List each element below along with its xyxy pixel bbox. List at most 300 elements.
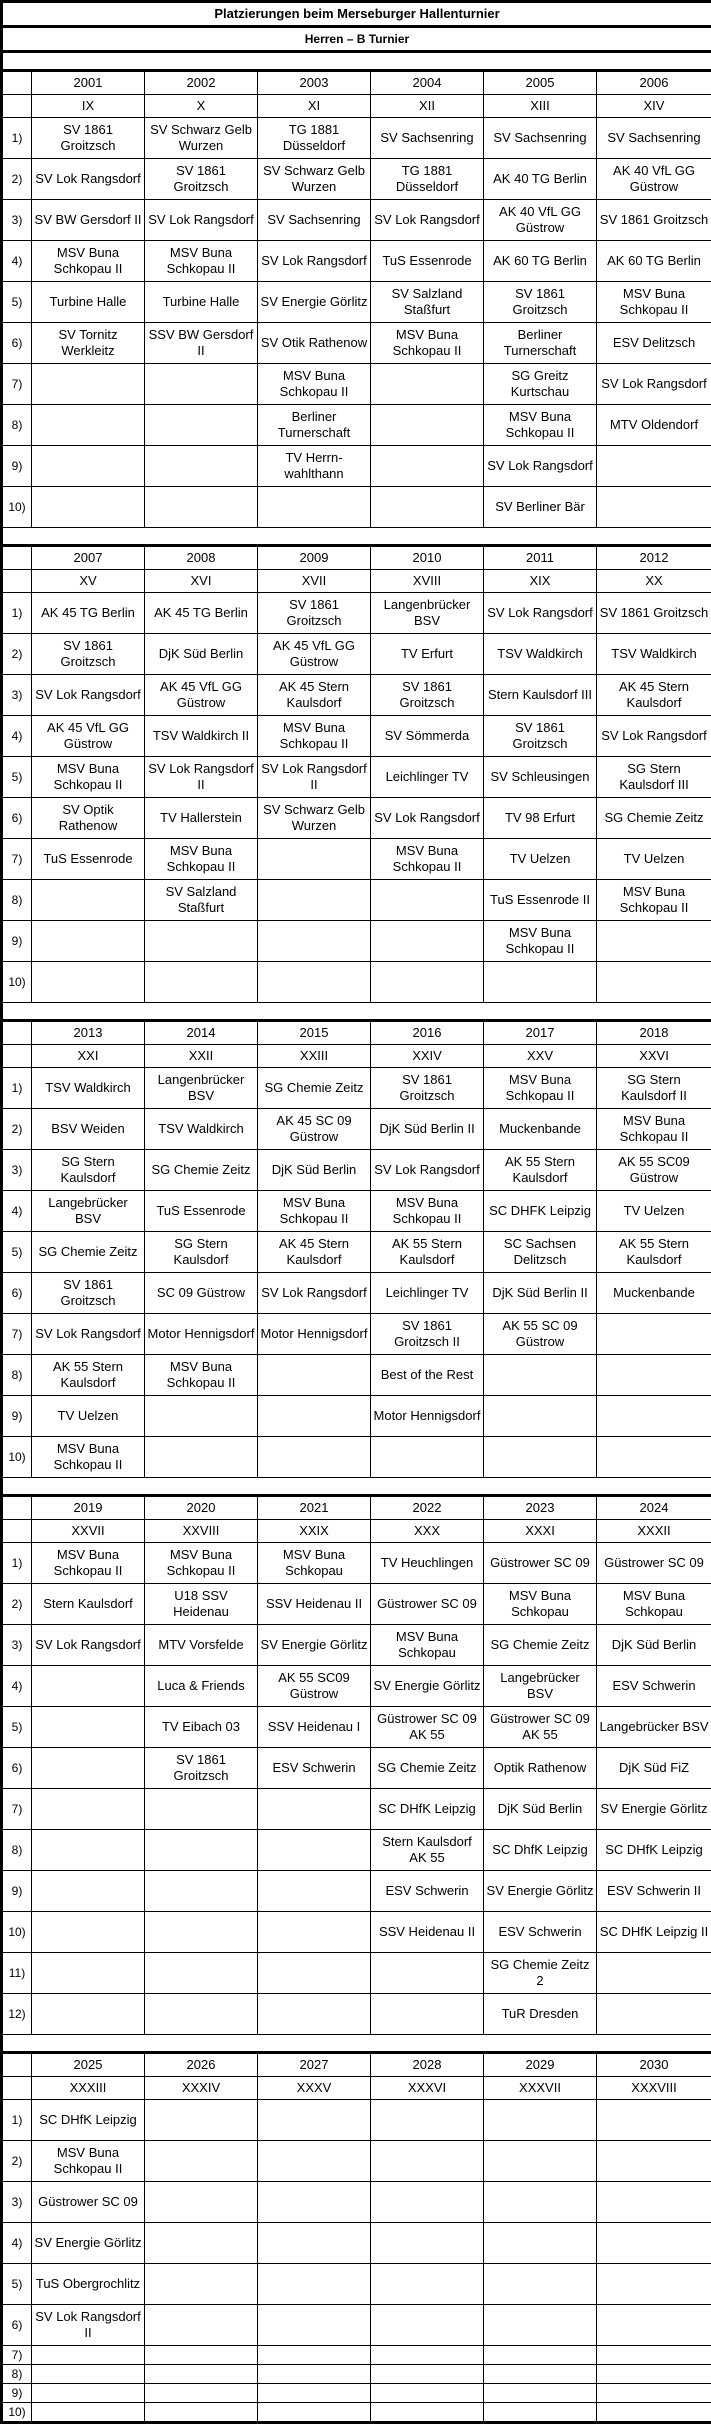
team-cell: MSV Buna Schkopau II <box>484 405 597 446</box>
team-cell: MSV Buna Schkopau <box>484 1584 597 1625</box>
year-header: 2017 <box>484 1021 597 1045</box>
placement-row <box>2 593 711 634</box>
team-cell: AK 40 VfL GG Güstrow <box>597 159 711 200</box>
rank-label: 7) <box>2 364 32 405</box>
rank-label: 7) <box>2 1789 32 1830</box>
team-cell <box>371 446 484 487</box>
placement-row <box>2 1109 711 1150</box>
rank-label: 4) <box>2 1666 32 1707</box>
team-cell <box>597 921 711 962</box>
team-cell: MSV Buna Schkopau II <box>32 1543 145 1584</box>
placements-body <box>2 2 711 2423</box>
team-cell: Langebrücker BSV <box>32 1191 145 1232</box>
team-cell <box>597 1396 711 1437</box>
edition-number: XXIII <box>258 1045 371 1068</box>
team-cell: Best of the Rest <box>371 1355 484 1396</box>
team-cell <box>258 880 371 921</box>
team-cell <box>145 487 258 528</box>
team-cell: DjK Süd Berlin II <box>484 1273 597 1314</box>
corner-cell <box>2 1045 32 1068</box>
team-cell: SV Lok Rangsdorf <box>32 675 145 716</box>
team-cell: SV Otik Rathenow <box>258 323 371 364</box>
team-cell: Motor Hennigsdorf <box>258 1314 371 1355</box>
team-cell: Güstrower SC 09 <box>32 2182 145 2223</box>
rank-label: 8) <box>2 2365 32 2384</box>
corner-cell <box>2 1496 32 1520</box>
team-cell: TSV Waldkirch <box>145 1109 258 1150</box>
team-cell <box>145 2182 258 2223</box>
year-header: 2028 <box>371 2053 484 2077</box>
placement-row <box>2 1707 711 1748</box>
edition-number: XXXVII <box>484 2077 597 2100</box>
team-cell: SV 1861 Groitzsch <box>258 593 371 634</box>
year-header: 2007 <box>32 546 145 570</box>
edition-number: XVII <box>258 570 371 593</box>
team-cell: SV Energie Görlitz <box>258 282 371 323</box>
team-cell <box>258 1355 371 1396</box>
year-header: 2022 <box>371 1496 484 1520</box>
team-cell <box>32 2403 145 2423</box>
team-cell: DjK Süd FiZ <box>597 1748 711 1789</box>
team-cell: SV Sachsenring <box>484 118 597 159</box>
team-cell <box>597 2141 711 2182</box>
team-cell: AK 55 Stern Kaulsdorf <box>484 1150 597 1191</box>
team-cell: TV Heuchlingen <box>371 1543 484 1584</box>
team-cell <box>258 1789 371 1830</box>
team-cell: Berliner Turnerschaft <box>258 405 371 446</box>
team-cell <box>258 1437 371 1478</box>
placement-row <box>2 1232 711 1273</box>
corner-cell <box>2 1021 32 1045</box>
team-cell <box>371 364 484 405</box>
team-cell: SSV BW Gersdorf II <box>145 323 258 364</box>
edition-number: XXIV <box>371 1045 484 1068</box>
team-cell <box>258 2384 371 2403</box>
corner-cell <box>2 546 32 570</box>
team-cell <box>371 921 484 962</box>
block-gap <box>2 52 711 71</box>
placement-row <box>2 2346 711 2365</box>
year-header: 2027 <box>258 2053 371 2077</box>
team-cell: AK 60 TG Berlin <box>484 241 597 282</box>
team-cell: SV Schwarz Gelb Wurzen <box>145 118 258 159</box>
team-cell: SV Schleusingen <box>484 757 597 798</box>
team-cell <box>371 2384 484 2403</box>
year-header: 2009 <box>258 546 371 570</box>
edition-number: XII <box>371 95 484 118</box>
team-cell <box>258 2305 371 2346</box>
edition-number: XXVII <box>32 1520 145 1543</box>
team-cell <box>32 2365 145 2384</box>
edition-row <box>2 2077 711 2100</box>
team-cell <box>258 2141 371 2182</box>
page-title: Platzierungen beim Merseburger Hallenturnier <box>2 2 711 27</box>
team-cell <box>32 1994 145 2035</box>
team-cell: AK 55 Stern Kaulsdorf <box>32 1355 145 1396</box>
rank-label: 9) <box>2 921 32 962</box>
team-cell: AK 55 Stern Kaulsdorf <box>371 1232 484 1273</box>
team-cell: TG 1881 Düsseldorf <box>258 118 371 159</box>
team-cell: SV Lok Rangsdorf <box>371 1150 484 1191</box>
team-cell: DjK Süd Berlin <box>258 1150 371 1191</box>
corner-cell <box>2 71 32 95</box>
gap-cell <box>2 1478 711 1496</box>
corner-cell <box>2 1520 32 1543</box>
team-cell <box>145 446 258 487</box>
team-cell: SV Lok Rangsdorf II <box>32 2305 145 2346</box>
placement-row <box>2 1543 711 1584</box>
team-cell <box>145 364 258 405</box>
team-cell <box>32 1789 145 1830</box>
team-cell <box>32 1953 145 1994</box>
team-cell: SG Chemie Zeitz <box>371 1748 484 1789</box>
year-header: 2010 <box>371 546 484 570</box>
edition-number: XXX <box>371 1520 484 1543</box>
edition-number: XX <box>597 570 711 593</box>
placement-row <box>2 1068 711 1109</box>
team-cell <box>258 2182 371 2223</box>
team-cell <box>145 2346 258 2365</box>
placement-row <box>2 1953 711 1994</box>
team-cell: Berliner Turnerschaft <box>484 323 597 364</box>
team-cell: SV 1861 Groitzsch <box>371 675 484 716</box>
team-cell: AK 60 TG Berlin <box>597 241 711 282</box>
team-cell: SG Chemie Zeitz <box>597 798 711 839</box>
team-cell <box>145 2305 258 2346</box>
rank-label: 6) <box>2 1748 32 1789</box>
team-cell <box>597 2365 711 2384</box>
rank-label: 3) <box>2 2182 32 2223</box>
year-header: 2012 <box>597 546 711 570</box>
team-cell <box>258 1912 371 1953</box>
team-cell <box>371 962 484 1003</box>
year-row <box>2 2053 711 2077</box>
year-row <box>2 546 711 570</box>
team-cell <box>371 2223 484 2264</box>
team-cell <box>258 1953 371 1994</box>
placement-row <box>2 1748 711 1789</box>
placement-row <box>2 2141 711 2182</box>
team-cell: SV Schwarz Gelb Wurzen <box>258 159 371 200</box>
team-cell: SV Lok Rangsdorf <box>484 593 597 634</box>
team-cell: TV Herrn-wahlthann <box>258 446 371 487</box>
edition-number: XXXI <box>484 1520 597 1543</box>
team-cell <box>371 1437 484 1478</box>
year-header: 2019 <box>32 1496 145 1520</box>
rank-label: 3) <box>2 675 32 716</box>
team-cell <box>597 2182 711 2223</box>
team-cell <box>484 1355 597 1396</box>
team-cell: BSV Weiden <box>32 1109 145 1150</box>
team-cell: TV Uelzen <box>484 839 597 880</box>
placement-row <box>2 1273 711 1314</box>
block-gap <box>2 1003 711 1021</box>
edition-row <box>2 570 711 593</box>
team-cell <box>258 1396 371 1437</box>
placement-row <box>2 241 711 282</box>
edition-number: XIV <box>597 95 711 118</box>
placement-row <box>2 1912 711 1953</box>
team-cell: MSV Buna Schkopau II <box>258 716 371 757</box>
edition-number: XXVIII <box>145 1520 258 1543</box>
team-cell: Leichlinger TV <box>371 1273 484 1314</box>
rank-label: 12) <box>2 1994 32 2035</box>
team-cell <box>145 2365 258 2384</box>
placement-row <box>2 2100 711 2141</box>
rank-label: 5) <box>2 282 32 323</box>
team-cell: SV Optik Rathenow <box>32 798 145 839</box>
team-cell <box>145 921 258 962</box>
rank-label: 8) <box>2 1355 32 1396</box>
team-cell: U18 SSV Heidenau <box>145 1584 258 1625</box>
team-cell: MTV Vorsfelde <box>145 1625 258 1666</box>
team-cell: SC 09 Güstrow <box>145 1273 258 1314</box>
team-cell <box>32 1830 145 1871</box>
team-cell: SV Lok Rangsdorf <box>597 716 711 757</box>
subtitle-row <box>2 27 711 52</box>
placement-row <box>2 1396 711 1437</box>
team-cell <box>258 1994 371 2035</box>
team-cell <box>258 2365 371 2384</box>
rank-label: 7) <box>2 2346 32 2365</box>
team-cell <box>597 2346 711 2365</box>
rank-label: 8) <box>2 1830 32 1871</box>
placement-row <box>2 2403 711 2423</box>
placement-row <box>2 798 711 839</box>
team-cell: MSV Buna Schkopau II <box>258 1191 371 1232</box>
team-cell: AK 45 VfL GG Güstrow <box>145 675 258 716</box>
placement-row <box>2 675 711 716</box>
placement-row <box>2 364 711 405</box>
team-cell <box>145 1871 258 1912</box>
team-cell <box>597 2305 711 2346</box>
team-cell: Muckenbande <box>597 1273 711 1314</box>
team-cell: MSV Buna Schkopau <box>371 1625 484 1666</box>
team-cell: Motor Hennigsdorf <box>145 1314 258 1355</box>
team-cell: TV Uelzen <box>597 1191 711 1232</box>
team-cell <box>484 2346 597 2365</box>
team-cell: SV Lok Rangsdorf II <box>145 757 258 798</box>
team-cell <box>484 1437 597 1478</box>
team-cell <box>32 1666 145 1707</box>
rank-label: 1) <box>2 1068 32 1109</box>
year-header: 2011 <box>484 546 597 570</box>
rank-label: 9) <box>2 446 32 487</box>
team-cell <box>32 921 145 962</box>
year-header: 2004 <box>371 71 484 95</box>
team-cell: SV 1861 Groitzsch <box>145 159 258 200</box>
placement-row <box>2 1994 711 2035</box>
team-cell: SG Stern Kaulsdorf II <box>597 1068 711 1109</box>
team-cell: DjK Süd Berlin <box>484 1789 597 1830</box>
team-cell <box>32 487 145 528</box>
placement-row <box>2 1437 711 1478</box>
team-cell: TV Uelzen <box>597 839 711 880</box>
placement-row <box>2 1191 711 1232</box>
team-cell: AK 55 SC 09 Güstrow <box>484 1314 597 1355</box>
team-cell: SV Salzland Staßfurt <box>145 880 258 921</box>
rank-label: 9) <box>2 1871 32 1912</box>
team-cell: ESV Delitzsch <box>597 323 711 364</box>
team-cell <box>258 1830 371 1871</box>
team-cell: SC DhfK Leipzig <box>484 1830 597 1871</box>
team-cell: Langenbrücker BSV <box>145 1068 258 1109</box>
corner-cell <box>2 570 32 593</box>
team-cell: Stern Kaulsdorf AK 55 <box>371 1830 484 1871</box>
year-row <box>2 71 711 95</box>
team-cell: Stern Kaulsdorf <box>32 1584 145 1625</box>
team-cell <box>32 880 145 921</box>
team-cell: MSV Buna Schkopau II <box>597 880 711 921</box>
team-cell: Optik Rathenow <box>484 1748 597 1789</box>
team-cell: SG Chemie Zeitz <box>32 1232 145 1273</box>
team-cell: MSV Buna Schkopau II <box>484 921 597 962</box>
rank-label: 8) <box>2 880 32 921</box>
team-cell <box>32 1912 145 1953</box>
team-cell: SV Lok Rangsdorf <box>32 1625 145 1666</box>
team-cell: AK 45 SC 09 Güstrow <box>258 1109 371 1150</box>
team-cell <box>597 1437 711 1478</box>
team-cell: SV Berliner Bär <box>484 487 597 528</box>
edition-number: XV <box>32 570 145 593</box>
placement-row <box>2 757 711 798</box>
team-cell <box>145 2223 258 2264</box>
team-cell <box>371 1994 484 2035</box>
team-cell <box>597 2264 711 2305</box>
team-cell: SG Chemie Zeitz <box>145 1150 258 1191</box>
year-header: 2021 <box>258 1496 371 1520</box>
team-cell: SG Greitz Kurtschau <box>484 364 597 405</box>
team-cell: AK 55 Stern Kaulsdorf <box>597 1232 711 1273</box>
team-cell: MSV Buna Schkopau II <box>484 1068 597 1109</box>
team-cell: SV Sachsenring <box>371 118 484 159</box>
team-cell: Turbine Halle <box>32 282 145 323</box>
team-cell: MSV Buna Schkopau II <box>32 1437 145 1478</box>
team-cell <box>371 2365 484 2384</box>
team-cell: SV 1861 Groitzsch <box>32 1273 145 1314</box>
placement-row <box>2 323 711 364</box>
year-header: 2008 <box>145 546 258 570</box>
team-cell: ESV Schwerin <box>597 1666 711 1707</box>
team-cell <box>145 2100 258 2141</box>
year-header: 2023 <box>484 1496 597 1520</box>
rank-label: 3) <box>2 1150 32 1191</box>
team-cell <box>258 962 371 1003</box>
team-cell: SV 1861 Groitzsch <box>597 200 711 241</box>
team-cell: TuS Essenrode <box>145 1191 258 1232</box>
year-header: 2006 <box>597 71 711 95</box>
team-cell: TV Uelzen <box>32 1396 145 1437</box>
team-cell <box>145 405 258 446</box>
team-cell: SC Sachsen Delitzsch <box>484 1232 597 1273</box>
rank-label: 2) <box>2 159 32 200</box>
rank-label: 6) <box>2 1273 32 1314</box>
year-header: 2014 <box>145 1021 258 1045</box>
rank-label: 7) <box>2 839 32 880</box>
placement-row <box>2 487 711 528</box>
team-cell <box>258 2403 371 2423</box>
team-cell <box>258 2346 371 2365</box>
rank-label: 4) <box>2 1191 32 1232</box>
placement-row <box>2 1666 711 1707</box>
team-cell <box>32 2384 145 2403</box>
team-cell <box>258 2223 371 2264</box>
team-cell <box>371 880 484 921</box>
team-cell: SG Chemie Zeitz <box>258 1068 371 1109</box>
team-cell <box>145 2141 258 2182</box>
team-cell: SV Lok Rangsdorf <box>32 159 145 200</box>
team-cell: SV Lok Rangsdorf <box>484 446 597 487</box>
team-cell <box>484 2223 597 2264</box>
team-cell <box>258 487 371 528</box>
team-cell <box>32 962 145 1003</box>
team-cell: SG Chemie Zeitz <box>484 1625 597 1666</box>
team-cell: SC DHFK Leipzig <box>484 1191 597 1232</box>
rank-label: 4) <box>2 2223 32 2264</box>
placement-row <box>2 1789 711 1830</box>
year-header: 2025 <box>32 2053 145 2077</box>
edition-number: XXXII <box>597 1520 711 1543</box>
team-cell: MSV Buna Schkopau II <box>145 839 258 880</box>
team-cell: SV 1861 Groitzsch <box>145 1748 258 1789</box>
team-cell: TSV Waldkirch <box>32 1068 145 1109</box>
team-cell: Leichlinger TV <box>371 757 484 798</box>
team-cell <box>32 364 145 405</box>
rank-label: 6) <box>2 323 32 364</box>
team-cell <box>145 1912 258 1953</box>
team-cell: SV Sachsenring <box>258 200 371 241</box>
team-cell: SG Chemie Zeitz 2 <box>484 1953 597 1994</box>
team-cell <box>371 405 484 446</box>
team-cell: Güstrower SC 09 AK 55 <box>484 1707 597 1748</box>
team-cell <box>145 2403 258 2423</box>
team-cell: TSV Waldkirch <box>484 634 597 675</box>
team-cell <box>145 1994 258 2035</box>
edition-number: XXXV <box>258 2077 371 2100</box>
team-cell: SG Stern Kaulsdorf <box>145 1232 258 1273</box>
team-cell <box>32 2346 145 2365</box>
team-cell <box>371 2182 484 2223</box>
edition-number: XXXVIII <box>597 2077 711 2100</box>
placement-row <box>2 2182 711 2223</box>
team-cell <box>597 1953 711 1994</box>
placement-row <box>2 1150 711 1191</box>
team-cell: AK 45 Stern Kaulsdorf <box>258 675 371 716</box>
team-cell: Langenbrücker BSV <box>371 593 484 634</box>
year-header: 2015 <box>258 1021 371 1045</box>
placement-row <box>2 159 711 200</box>
team-cell: MSV Buna Schkopau II <box>32 2141 145 2182</box>
placement-row <box>2 2384 711 2403</box>
placement-row <box>2 716 711 757</box>
rank-label: 1) <box>2 118 32 159</box>
team-cell: SV 1861 Groitzsch <box>484 716 597 757</box>
team-cell: SG Stern Kaulsdorf III <box>597 757 711 798</box>
team-cell: SC DHfK Leipzig <box>371 1789 484 1830</box>
team-cell: TG 1881 Düsseldorf <box>371 159 484 200</box>
team-cell: AK 40 VfL GG Güstrow <box>484 200 597 241</box>
team-cell <box>371 2100 484 2141</box>
team-cell: ESV Schwerin <box>258 1748 371 1789</box>
team-cell: TSV Waldkirch II <box>145 716 258 757</box>
team-cell <box>258 2100 371 2141</box>
team-cell: AK 55 SC09 Güstrow <box>597 1150 711 1191</box>
year-header: 2018 <box>597 1021 711 1045</box>
team-cell <box>145 2264 258 2305</box>
team-cell: TSV Waldkirch <box>597 634 711 675</box>
team-cell: Güstrower SC 09 <box>597 1543 711 1584</box>
placement-row <box>2 1625 711 1666</box>
